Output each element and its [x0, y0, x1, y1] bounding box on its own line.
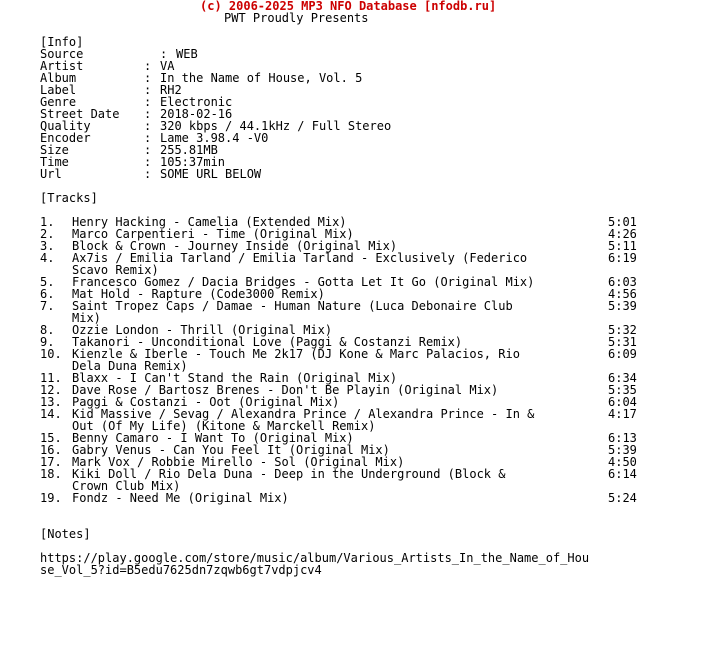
- track-number: 3.: [40, 239, 55, 253]
- info-value: Electronic: [160, 95, 233, 109]
- track-title: Kid Massive / Sevag / Alexandra Prince / Alexandra Prince - In &: [72, 407, 535, 421]
- track-duration: 6:13: [608, 431, 637, 445]
- info-heading: [Info]: [40, 35, 84, 49]
- info-key: Genre: [40, 95, 77, 109]
- info-separator: :: [144, 119, 152, 133]
- track-duration: 6:34: [608, 371, 637, 385]
- track-duration: 4:50: [608, 455, 637, 469]
- track-title: Blaxx - I Can't Stand the Rain (Original Mix): [72, 371, 398, 385]
- track-duration: 5:11: [608, 239, 637, 253]
- info-separator: :: [144, 83, 152, 97]
- track-number: 13.: [40, 395, 62, 409]
- track-number: 5.: [40, 275, 55, 289]
- track-title: Kiki Doll / Rio Dela Duna - Deep in the Underground (Block &: [72, 467, 506, 481]
- track-number: 1.: [40, 215, 55, 229]
- track-duration: 5:01: [608, 215, 637, 229]
- track-title: Fondz - Need Me (Original Mix): [72, 491, 289, 505]
- track-title: Kienzle & Iberle - Touch Me 2k17 (DJ Kone & Marc Palacios, Rio: [72, 347, 520, 361]
- track-title: Gabry Venus - Can You Feel It (Original Mix): [72, 443, 390, 457]
- info-key: Street Date: [40, 107, 120, 121]
- info-key: Artist: [40, 59, 84, 73]
- info-key: Time: [40, 155, 69, 169]
- track-title: Mix): [72, 311, 101, 325]
- info-key: Source: [40, 47, 84, 61]
- track-duration: 5:39: [608, 299, 637, 313]
- track-duration: 6:09: [608, 347, 637, 361]
- track-title: Dave Rose / Bartosz Brenes - Don't Be Playin (Original Mix): [72, 383, 499, 397]
- info-key: Album: [40, 71, 77, 85]
- track-duration: 6:03: [608, 275, 637, 289]
- track-title: Dela Duna Remix): [72, 359, 188, 373]
- track-title: Out (Of My Life) (Kitone & Marckell Remix): [72, 419, 376, 433]
- info-value: 320 kbps / 44.1kHz / Full Stereo: [160, 119, 392, 133]
- track-duration: 5:35: [608, 383, 637, 397]
- track-title: Henry Hacking - Camelia (Extended Mix): [72, 215, 347, 229]
- track-title: Takanori - Unconditional Love (Paggi & Costanzi Remix): [72, 335, 463, 349]
- track-title: Ozzie London - Thrill (Original Mix): [72, 323, 333, 337]
- info-separator: :: [144, 131, 152, 145]
- info-separator: :: [144, 107, 152, 121]
- track-title: Mat Hold - Rapture (Code3000 Remix): [72, 287, 325, 301]
- track-number: 18.: [40, 467, 62, 481]
- notes-url-line: https://play.google.com/store/music/album/Various_Artists_In_the_Name_of_Hou: [40, 551, 590, 565]
- track-title: Ax7is / Emilia Tarland / Emilia Tarland - Exclusively (Federico: [72, 251, 528, 265]
- info-separator: :: [144, 95, 152, 109]
- track-number: 11.: [40, 371, 62, 385]
- track-title: Block & Crown - Journey Inside (Original Mix): [72, 239, 398, 253]
- track-duration: 4:17: [608, 407, 637, 421]
- notes-heading: [Notes]: [40, 527, 91, 541]
- track-title: Benny Camaro - I Want To (Original Mix): [72, 431, 354, 445]
- track-number: 14.: [40, 407, 62, 421]
- info-separator: :: [144, 71, 152, 85]
- info-separator: :: [144, 155, 152, 169]
- presents-line: PWT Proudly Presents: [224, 11, 369, 25]
- info-key: Label: [40, 83, 77, 97]
- info-key: Size: [40, 143, 69, 157]
- notes-url-line: se_Vol_5?id=B5edu7625dn7zqwb6gt7vdpjcv4: [40, 563, 322, 577]
- track-number: 10.: [40, 347, 62, 361]
- info-separator: :: [144, 59, 152, 73]
- track-duration: 6:19: [608, 251, 637, 265]
- track-number: 4.: [40, 251, 55, 265]
- track-number: 19.: [40, 491, 62, 505]
- track-duration: 4:26: [608, 227, 637, 241]
- track-number: 8.: [40, 323, 55, 337]
- track-number: 12.: [40, 383, 62, 397]
- info-value: Lame 3.98.4 -V0: [160, 131, 269, 145]
- info-key: Encoder: [40, 131, 91, 145]
- info-value: 105:37min: [160, 155, 226, 169]
- track-number: 2.: [40, 227, 55, 241]
- track-number: 7.: [40, 299, 55, 313]
- track-duration: 5:31: [608, 335, 637, 349]
- track-number: 16.: [40, 443, 62, 457]
- info-value: WEB: [176, 47, 198, 61]
- track-duration: 5:32: [608, 323, 637, 337]
- info-value: RH2: [160, 83, 182, 97]
- track-title: Francesco Gomez / Dacia Bridges - Gotta Let It Go (Original Mix): [72, 275, 535, 289]
- info-value: 2018-02-16: [160, 107, 233, 121]
- track-number: 9.: [40, 335, 55, 349]
- info-value: 255.81MB: [160, 143, 218, 157]
- track-duration: 5:39: [608, 443, 637, 457]
- info-separator: :: [160, 47, 168, 61]
- info-value: In the Name of House, Vol. 5: [160, 71, 363, 85]
- track-number: 15.: [40, 431, 62, 445]
- info-value: SOME URL BELOW: [160, 167, 262, 181]
- info-value: VA: [160, 59, 175, 73]
- tracks-heading: [Tracks]: [40, 191, 98, 205]
- info-key: Quality: [40, 119, 91, 133]
- info-key: Url: [40, 167, 62, 181]
- track-duration: 6:14: [608, 467, 637, 481]
- track-number: 6.: [40, 287, 55, 301]
- track-duration: 4:56: [608, 287, 637, 301]
- track-title: Crown Club Mix): [72, 479, 181, 493]
- track-title: Mark Vox / Robbie Mirello - Sol (Original Mix): [72, 455, 405, 469]
- track-duration: 5:24: [608, 491, 637, 505]
- track-title: Paggi & Costanzi - Oot (Original Mix): [72, 395, 340, 409]
- track-number: 17.: [40, 455, 62, 469]
- track-title: Marco Carpentieri - Time (Original Mix): [72, 227, 354, 241]
- info-separator: :: [144, 143, 152, 157]
- copyright-header: (c) 2006-2025 MP3 NFO Database [nfodb.ru]: [200, 0, 497, 13]
- track-title: Saint Tropez Caps / Damae - Human Nature (Luca Debonaire Club: [72, 299, 513, 313]
- info-separator: :: [144, 167, 152, 181]
- track-duration: 6:04: [608, 395, 637, 409]
- track-title: Scavo Remix): [72, 263, 159, 277]
